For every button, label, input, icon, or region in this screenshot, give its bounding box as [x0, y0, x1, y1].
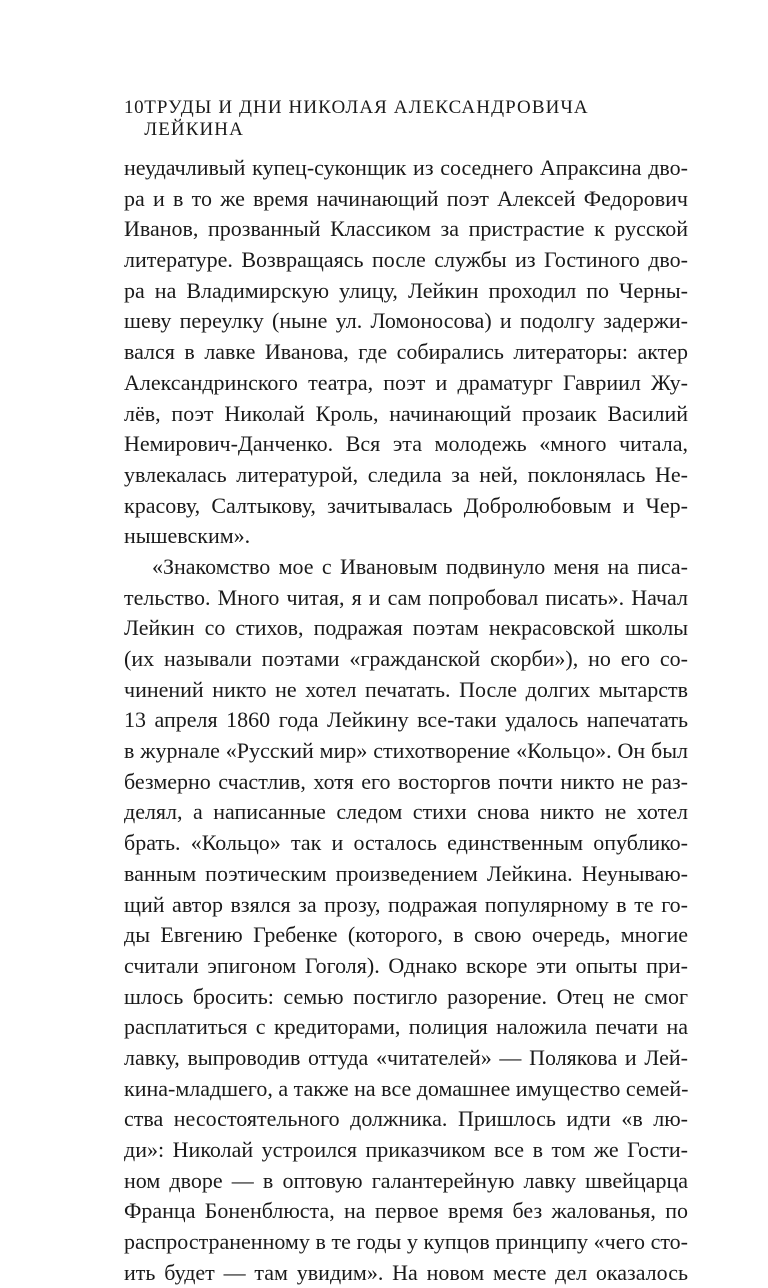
text-line: вался в лавке Иванова, где собирались литераторы: актер — [124, 339, 688, 365]
text-line: Немирович-Данченко. Вся эта молодежь «много читала, — [124, 431, 688, 457]
body-text — [124, 153, 688, 1288]
text-line: ды Евгению Гребенке (которого, в свою очередь, многие — [124, 922, 688, 948]
text-line: ить будет — там увидим». На новом месте дел оказалось — [124, 1259, 688, 1285]
running-title: ТРУДЫ И ДНИ НИКОЛАЯ АЛЕКСАНДРОВИЧА ЛЕЙКИНА — [144, 97, 589, 140]
text-line: кина-младшего, а также на все домашнее имущество семей- — [124, 1075, 688, 1101]
text-line: «Знакомство мое с Ивановым подвинуло меня на писа- — [152, 553, 688, 579]
text-line: нышевским». — [124, 523, 251, 549]
text-line: лёв, поэт Николай Кроль, начинающий прозаик Василий — [124, 400, 688, 426]
text-line: ра на Владимирскую улицу, Лейкин проходил по Черны- — [124, 277, 688, 303]
text-line: Александринского театра, поэт и драматург Гавриил Жу- — [124, 369, 688, 395]
text-line: щий автор взялся за прозу, подражая популярному в те го- — [124, 891, 688, 917]
text-line: брать. «Кольцо» так и осталось единственным опублико- — [124, 830, 688, 856]
running-head — [124, 97, 688, 140]
text-line: увлекалась литературой, следила за ней, поклонялась Не- — [124, 461, 688, 487]
text-line: ства несостоятельного должника. Пришлось идти «в лю- — [124, 1106, 688, 1132]
text-line: ванным поэтическим произведением Лейкина. Неунываю- — [124, 860, 688, 886]
text-line: ди»: Николай устроился приказчиком все в том же Гости- — [124, 1137, 688, 1162]
paragraph-2 — [124, 552, 688, 1288]
page-number: 10 — [124, 97, 145, 118]
text-line: тельство. Много читая, я и сам попробовал писать». Начал — [124, 584, 688, 610]
paragraph-1 — [124, 153, 688, 552]
text-line: расплатиться с кредиторами, полиция наложила печати на — [124, 1014, 688, 1040]
text-line: распространенному в те годы у купцов принципу «чего сто- — [124, 1229, 688, 1255]
text-line: в журнале «Русский мир» стихотворение «Кольцо». Он был — [124, 738, 688, 764]
text-line: красову, Салтыкову, зачитывалась Добролюбовым и Чер- — [124, 492, 688, 518]
text-line: Лейкин со стихов, подражая поэтам некрасовской школы — [124, 615, 688, 641]
text-line: ра и в то же время начинающий поэт Алексей Федорович — [124, 185, 688, 211]
text-line: литературе. Возвращаясь после службы из Гостиного дво- — [124, 247, 688, 273]
text-line: чинений никто не хотел печатать. После долгих мытарств — [124, 676, 688, 702]
text-line: шлось бросить: семью постигло разорение. Отец не смог — [124, 983, 688, 1009]
text-line: шеву переулку (ныне ул. Ломоносова) и подолгу задержи- — [124, 308, 688, 334]
text-line: считали эпигоном Гоголя). Однако вскоре эти опыты при- — [124, 952, 688, 978]
text-line: Франца Боненблюста, на первое время без жалованья, по — [124, 1198, 688, 1224]
text-line: неудачливый купец-суконщик из соседнего Апраксина дво- — [124, 155, 688, 180]
text-line: лавку, выпроводив оттуда «читателей» — Полякова и Лей- — [124, 1044, 688, 1070]
text-line: безмерно счастлив, хотя его восторгов почти никто не раз- — [124, 768, 688, 794]
text-line: Иванов, прозванный Классиком за пристрастие к русской — [124, 216, 688, 242]
text-line: ном дворе — в оптовую галантерейную лавку швейцарца — [124, 1167, 688, 1193]
text-line: (их называли поэтами «гражданской скорби»), но его со- — [124, 646, 688, 671]
text-line: 13 апреля 1860 года Лейкину все-таки удалось напечатать — [124, 707, 688, 733]
text-line: делял, а написанные следом стихи снова никто не хотел — [124, 799, 688, 825]
